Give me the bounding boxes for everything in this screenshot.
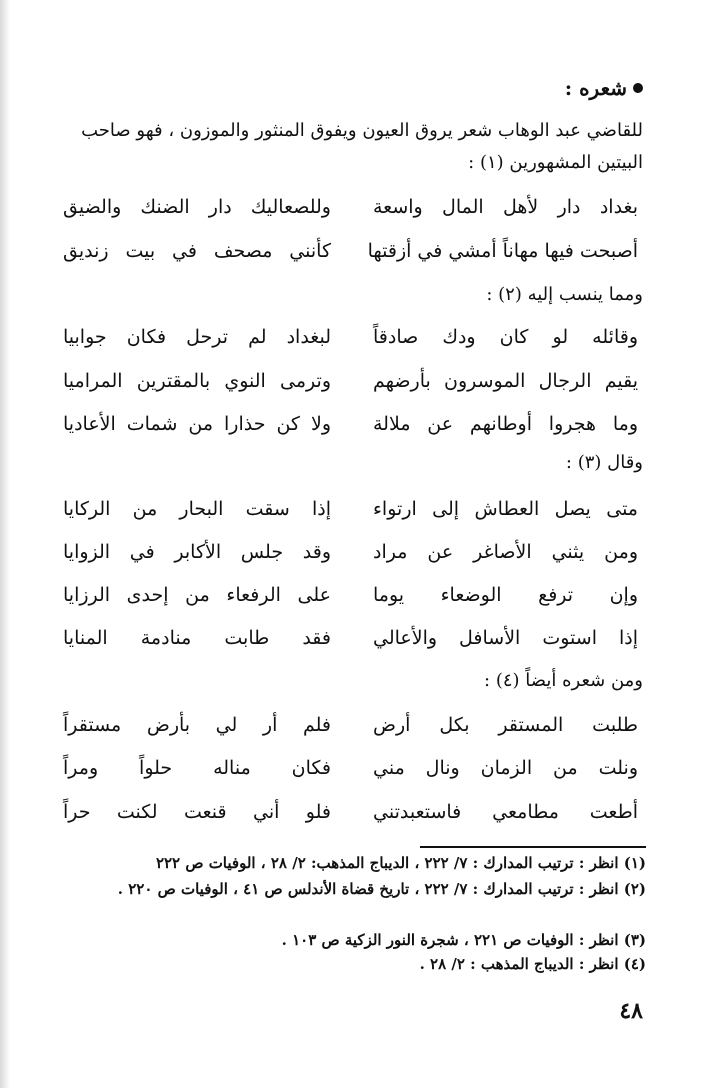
verse-second-hemistich: وقد جلس الأكابر في الزوايا — [63, 541, 331, 563]
bullet-icon — [633, 83, 643, 93]
verse-second-hemistich: كأنني مصحف في بيت زنديق — [63, 240, 331, 262]
verse-first-hemistich: أصبحت فيها مهاناً أمشي في أزقتها — [367, 240, 638, 262]
verse-line — [0, 370, 713, 410]
verse-first-hemistich: أطعت مطامعي فاستعبدتني — [373, 801, 638, 823]
verse-line — [0, 541, 713, 581]
verse-line — [0, 326, 713, 366]
section-heading-text: شعره : — [564, 76, 627, 100]
verse-first-hemistich: ونلت من الزمان ونال مني — [373, 757, 638, 779]
footnote-separator — [420, 846, 646, 848]
verse-second-hemistich: فقد طابت منادمة المنايا — [63, 627, 331, 649]
intro-attribution-2: ومما ينسب إليه (٢) : — [486, 284, 643, 305]
verse-first-hemistich: ومن يثني الأصاغر عن مراد — [373, 541, 638, 563]
intro-line-1: للقاضي عبد الوهاب شعر يروق العيون ويفوق المنثور والموزون ، فهو صاحب — [81, 120, 643, 141]
intro-line-2: البيتين المشهورين (١) : — [468, 152, 643, 173]
verse-first-hemistich: وقائله لو كان ودك صادقاً — [373, 326, 638, 348]
verse-line — [0, 801, 713, 841]
verse-line — [0, 196, 713, 236]
verse-first-hemistich: يقيم الرجال الموسرون بأرضهم — [373, 370, 638, 392]
verse-first-hemistich: بغداد دار لأهل المال واسعة — [373, 196, 638, 218]
verse-second-hemistich: وللصعاليك دار الضنك والضيق — [63, 196, 331, 218]
footnote-3: (٣) انظر : الوفيات ص ٢٢١ ، شجرة النور الزكية ص ١٠٣ . — [281, 931, 646, 949]
verse-line — [0, 627, 713, 667]
verse-second-hemistich: وترمى النوي بالمقترين المراميا — [63, 370, 331, 392]
verse-first-hemistich: وإن ترفع الوضعاء يوما — [373, 584, 638, 606]
intro-attribution-4: ومن شعره أيضاً (٤) : — [484, 670, 643, 691]
verse-first-hemistich: طلبت المستقر بكل أرض — [373, 714, 638, 736]
verse-second-hemistich: فلو أني قنعت لكنت حراً — [63, 801, 331, 823]
intro-attribution-3: وقال (٣) : — [565, 452, 643, 473]
footnote-2: (٢) انظر : ترتيب المدارك : ٧/ ٢٢٢ ، تاريخ قضاة الأندلس ص ٤١ ، الوفيات ص ٢٢٠ . — [117, 880, 646, 898]
verse-first-hemistich: متى يصل العطاش إلى ارتواء — [373, 498, 638, 520]
page-number: ٤٨ — [619, 998, 643, 1024]
footnote-4: (٤) انظر : الديباج المذهب : ٢/ ٢٨ . — [419, 955, 646, 973]
verse-line — [0, 757, 713, 797]
verse-first-hemistich: إذا استوت الأسافل والأعالي — [373, 627, 638, 649]
verse-second-hemistich: على الرفعاء من إحدى الرزايا — [63, 584, 331, 606]
footnote-1: (١) انظر : ترتيب المدارك : ٧/ ٢٢٢ ، الديباج المذهب: ٢/ ٢٨ ، الوفيات ص ٢٢٢ — [155, 854, 646, 872]
verse-first-hemistich: وما هجروا أوطانهم عن ملالة — [373, 413, 638, 435]
verse-second-hemistich: فكان مناله حلواً ومراً — [63, 757, 331, 779]
verse-line — [0, 413, 713, 453]
verse-second-hemistich: لبغداد لم ترحل فكان جوابيا — [63, 326, 331, 348]
verse-line — [0, 498, 713, 538]
verse-line — [0, 584, 713, 624]
verse-second-hemistich: فلم أر لي بأرض مستقراً — [63, 714, 331, 736]
verse-second-hemistich: ولا كن حذارا من شمات الأعاديا — [63, 413, 331, 435]
verse-second-hemistich: إذا سقت البحار من الركايا — [63, 498, 331, 520]
section-heading — [565, 76, 643, 100]
intro-paragraph — [66, 115, 643, 179]
verse-line — [0, 240, 713, 280]
verse-line — [0, 714, 713, 754]
